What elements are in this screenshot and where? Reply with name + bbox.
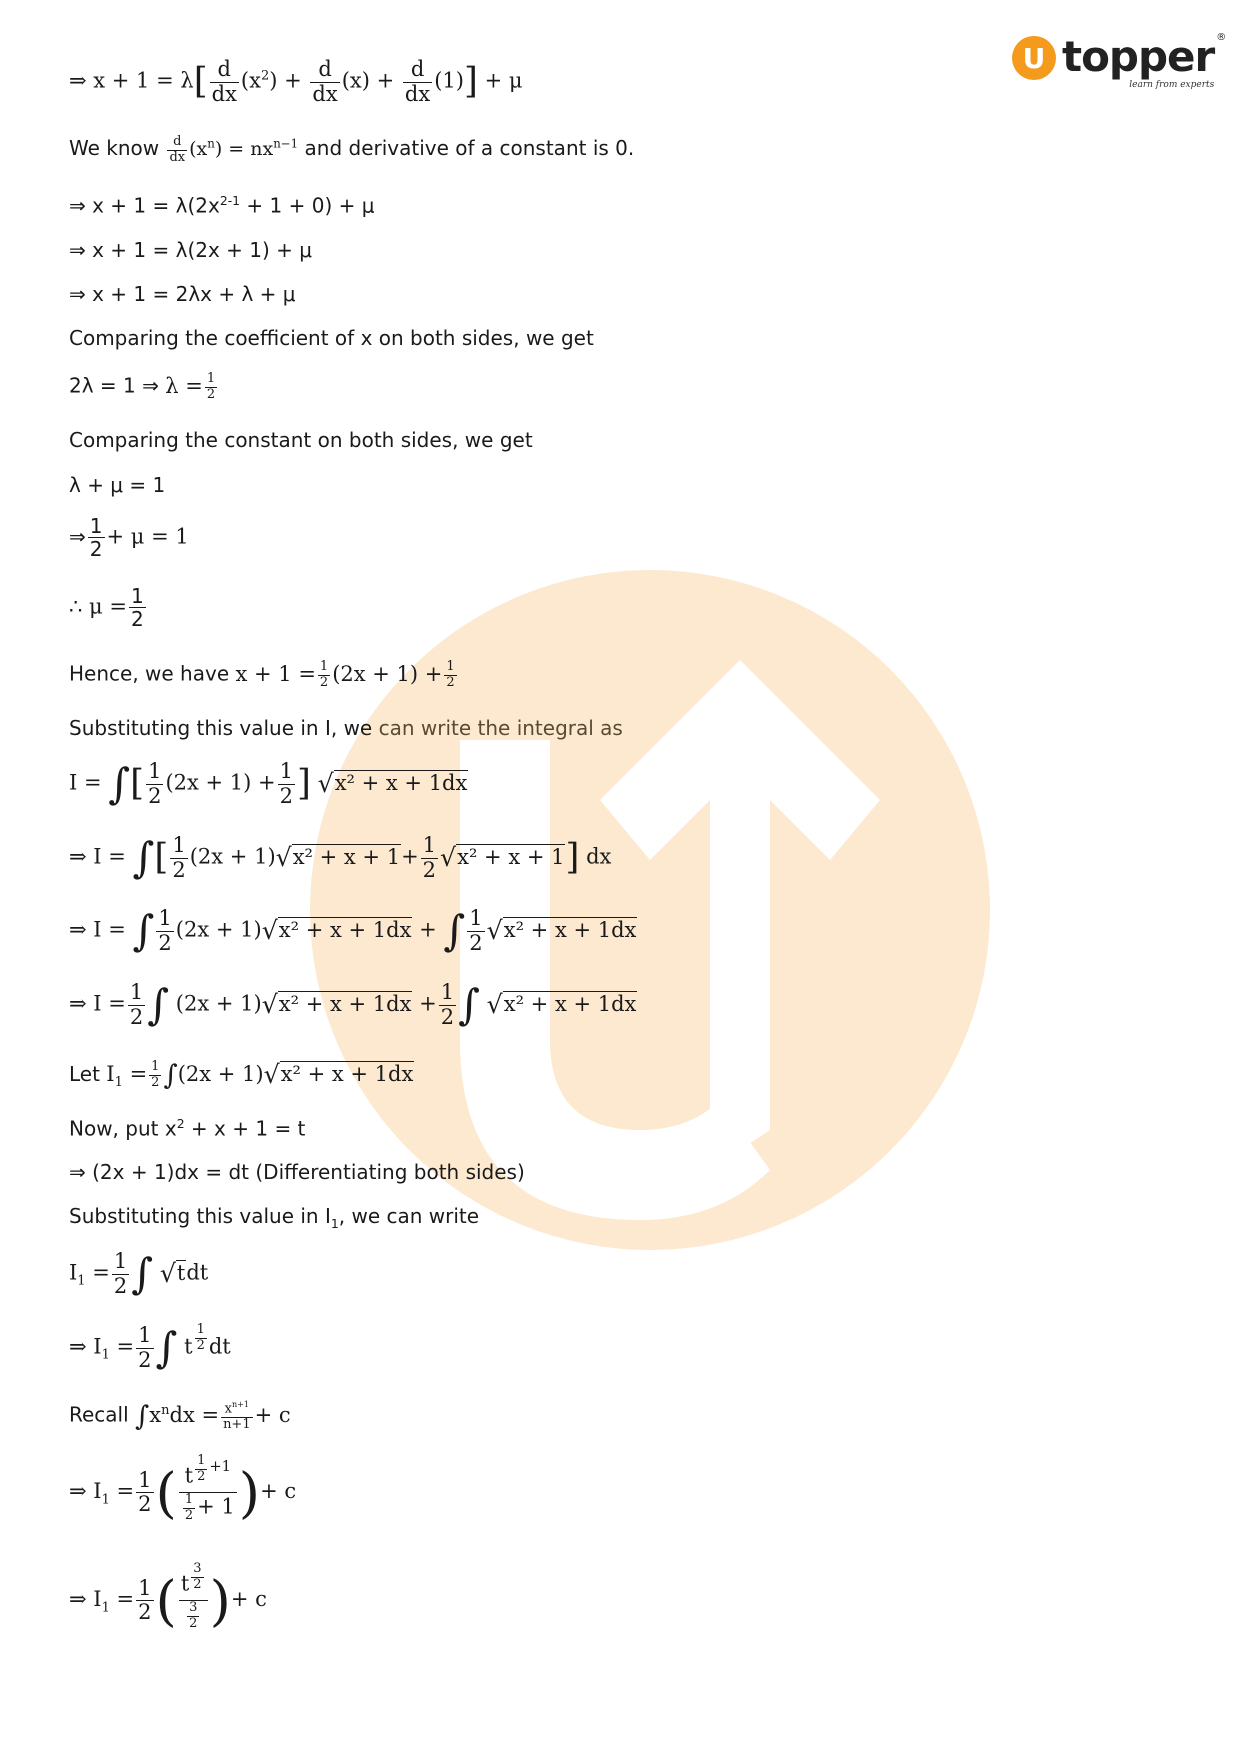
- equation-line-22: $I_1$ = $\frac{1}{2}$ ∫ √tdt: [69, 1249, 209, 1299]
- equation-line-17: ⇒ I = $\frac{1}{2}$ ∫ (2x + 1)√x² + x + 1dx + $\frac{1}{2}$ ∫ √x² + x + 1dx: [69, 980, 637, 1030]
- text-line-12: Hence, we have x + 1 = $\frac{1}{2}$ (2x + 1) + $\frac{1}{2}$: [69, 659, 455, 690]
- equation-line-26: ⇒ $I_1$ = $\frac{1}{2}$ ( t $\frac{3}{2}$ $\frac{3}{2}$ )+ c: [69, 1561, 267, 1633]
- u-arrow-logo-icon: U: [1012, 36, 1056, 80]
- equation-line-23: ⇒ $I_1$ = $\frac{1}{2}$ ∫ t $\frac{1}{2}$ dt: [69, 1321, 231, 1373]
- equation-line-10: ⇒ $\frac{1}{2}$ + μ = 1: [69, 514, 189, 562]
- equation-line-15: ⇒ I = ∫[ $\frac{1}{2}$ (2x + 1)√x² + x + 1+ $\frac{1}{2}$ √x² + x + 1] dx: [69, 833, 612, 883]
- equation-line-14: I = ∫[ $\frac{1}{2}$ (2x + 1) + $\frac{1}{2}$ ] √x² + x + 1dx: [69, 759, 468, 809]
- brand-tagline: learn from experts: [1129, 79, 1215, 90]
- equation-line-1: ⇒ x + 1 = λ[ $\frac{d}{dx}$ $(x^2)$ + $\frac{d}{dx}$ (x) + $\frac{d}{dx}$ (1)] + μ: [69, 57, 523, 106]
- text-line-6: Comparing the coefficient of x on both sides, we get: [69, 326, 594, 350]
- brand-wordmark: topper: [1062, 31, 1215, 81]
- text-line-24: Recall $\int x^ndx$ = $\frac{x^{n+1}}{n+1}$ + c: [69, 1400, 291, 1432]
- text-line-2: We know $\frac{d}{dx}$ $(x^n) = nx^{n-1}$ and derivative of a constant is 0.: [69, 134, 635, 165]
- text-line-5: ⇒ x + 1 = 2λx + λ + μ: [69, 282, 296, 306]
- text-line-20: ⇒ (2x + 1)dx = dt (Differentiating both sides): [69, 1160, 525, 1184]
- equation-line-11: ∴ μ = $\frac{1}{2}$: [69, 584, 144, 632]
- registered-mark: ®: [1216, 31, 1227, 43]
- brand-logo: [1012, 30, 1227, 90]
- text-line-9: λ + μ = 1: [69, 473, 166, 497]
- text-line-8: Comparing the constant on both sides, we get: [69, 428, 533, 452]
- text-line-21: Substituting this value in $I_1$, we can write: [69, 1204, 480, 1231]
- text-line-4: ⇒ x + 1 = λ(2x + 1) + μ: [69, 238, 313, 262]
- text-line-13: Substituting this value in I, we can write the integral as: [69, 716, 623, 740]
- equation-line-16: ⇒ I = ∫ $\frac{1}{2}$ (2x + 1)√x² + x + 1dx + ∫ $\frac{1}{2}$ √x² + x + 1dx: [69, 906, 637, 956]
- text-line-19: Now, put $x^2 + x + 1 = t$: [69, 1116, 306, 1141]
- text-line-3: ⇒ $x + 1 = \lambda(2x^{2-1} + 1 + 0) + \mu$: [69, 193, 375, 218]
- equation-line-25: ⇒ $I_1$ = $\frac{1}{2}$ ( t $\frac{1}{2}$ $^{+1}$ $\frac{1}{2}$ + 1 )+ c: [69, 1453, 297, 1525]
- text-line-7: 2λ = 1 ⇒ λ = $\frac{1}{2}$: [69, 371, 216, 402]
- text-line-18: Let $I_1$ = $\frac{1}{2}$ ∫(2x + 1)√x² + x + 1dx: [69, 1059, 414, 1091]
